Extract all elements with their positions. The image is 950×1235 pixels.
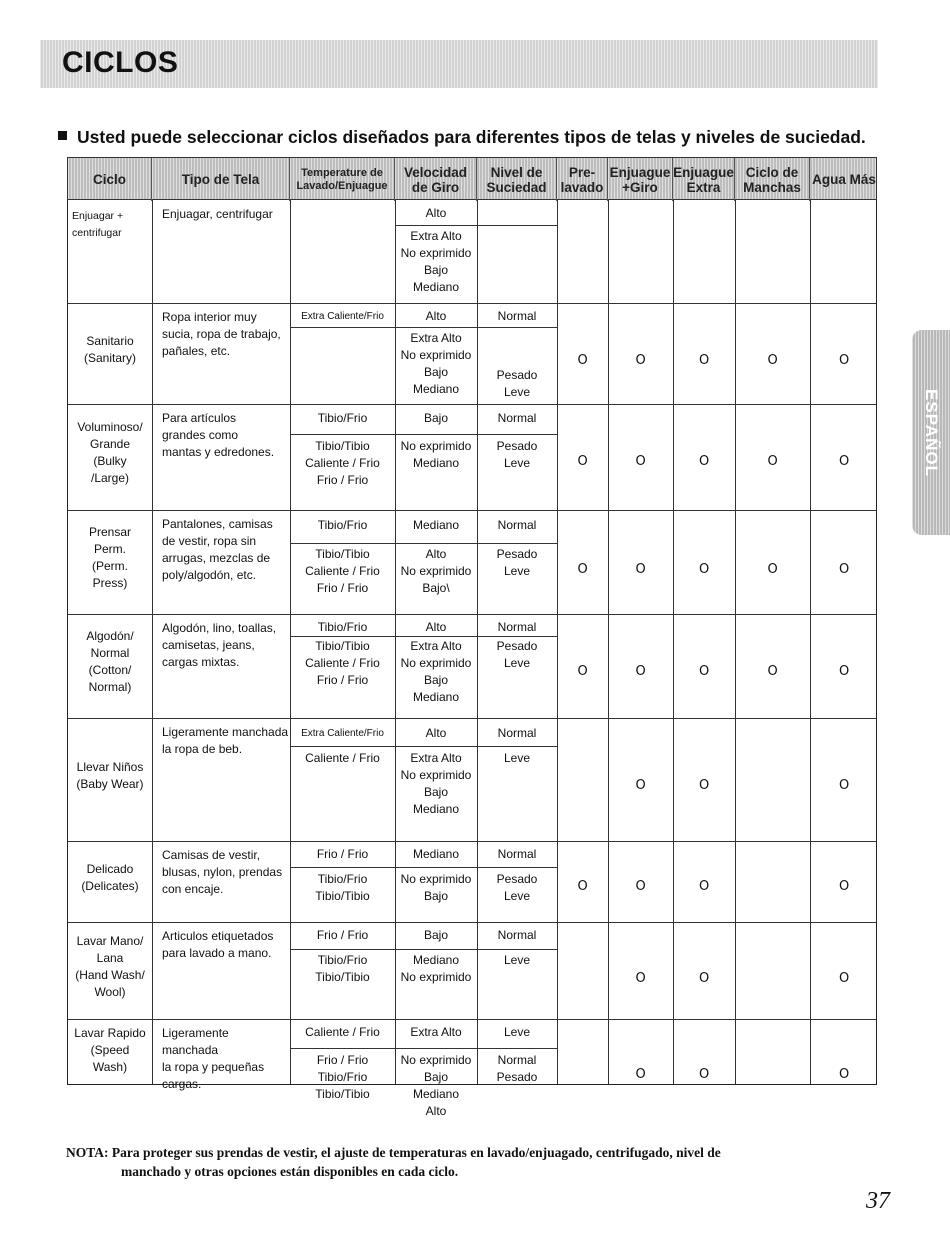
cell-line: Ligeramente manchada [162,725,289,739]
header-enjuague-giro: Enjuague +Giro [608,158,673,201]
cell-line: Pesado [496,439,538,453]
side-tab-label: ESPAÑOL [922,388,941,477]
option-available-mark: O [577,562,588,577]
cell-line: Alto [425,547,447,561]
cell-line: Bajo\ [422,581,450,595]
cell-line: Leve [503,564,531,578]
cell-line: Caliente / Frio [305,564,380,578]
cell-line: Normal [497,411,537,425]
cell-line: Tibio/Tibio [315,1087,370,1101]
cell-line: Frio / Frio [316,847,369,861]
option-available-mark: O [699,778,710,793]
cell-line: Articulos etiquetados [162,929,274,943]
cell-line: Frio / Frio [316,581,369,595]
cell-line: Ropa interior muy [162,310,257,324]
cell-line: (Cotton/ [88,663,132,677]
option-available-mark: O [839,971,850,986]
cell-line: Extra Alto [410,1025,462,1039]
table-row [68,614,878,718]
cell-line: Tibio/Tibio [315,639,370,653]
cell-line: para lavado a mano. [162,946,272,960]
cell-line: Wool) [94,985,126,999]
cell-line: Bajo [423,785,449,799]
cell-line: Leve [503,656,531,670]
cell-line: Alto [425,309,447,323]
cell-line: Bajo [423,365,449,379]
cell-line: mantas y edredones. [162,445,275,459]
cell-line: Sanitario [86,334,134,348]
cell-line: Tibio/Frio [317,620,368,634]
cell-line: Wash) [92,1060,128,1074]
option-available-mark: O [635,879,646,894]
table-row [68,841,878,922]
option-available-mark: O [699,1067,710,1082]
table-row [68,200,878,303]
cell-line: Lavar Rapido [74,1026,146,1040]
cell-line: Pantalones, camisas [162,517,273,531]
option-available-mark: O [577,454,588,469]
option-available-mark: O [767,353,778,368]
cell-line: (Bulky [93,454,127,468]
cell-line: Pesado [496,639,538,653]
option-available-mark: O [699,353,710,368]
table-row [68,1019,878,1118]
option-available-mark: O [635,664,646,679]
header-enjuague-extra: Enjuague Extra [673,158,735,201]
cell-line: Ligeramente [162,1026,229,1040]
cell-line: Extra Alto [410,639,462,653]
cell-line: No exprimido [400,1053,472,1067]
cell-line: Bajo [423,928,449,942]
cell-line: Tibio/Frio [317,411,368,425]
cell-line: Normal [497,309,537,323]
cell-line: No exprimido [400,348,472,362]
option-available-mark: O [767,664,778,679]
cell-line: /Large) [90,471,130,485]
cell-subdivider [290,327,557,328]
footnote [66,1143,721,1181]
cell-line: cargas mixtas. [162,655,240,669]
cell-line: No exprimido [400,768,472,782]
option-available-mark: O [577,353,588,368]
cell-line: Tibio/Frio [317,1070,368,1084]
cell-line: Mediano [412,280,460,294]
option-available-mark: O [635,971,646,986]
cell-line: Grande [89,437,131,451]
cell-line: Extra Alto [410,229,462,243]
cell-line: Leve [503,953,531,967]
option-available-mark: O [635,1067,646,1082]
cell-line: Alto [425,1104,447,1118]
cell-line: Caliente / Frio [305,751,380,765]
header-temperatura: Temperature de Lavado/Enjuague [290,158,395,201]
cell-line: (Hand Wash/ [75,968,145,982]
cell-line: Frio / Frio [316,1053,369,1067]
cell-line: Caliente / Frio [305,656,380,670]
cell-line: Normal) [88,680,132,694]
header-ciclo: Ciclo [68,158,152,201]
cell-line: Caliente / Frio [305,456,380,470]
option-available-mark: O [635,353,646,368]
cell-line: Perm. [93,542,126,556]
cell-line: No exprimido [400,872,472,886]
cell-line: Extra Alto [410,751,462,765]
cell-line: Mediano [412,518,460,532]
title-banner [40,40,878,88]
cell-line: Tibio/Tibio [315,439,370,453]
cell-line: Press) [92,576,128,590]
cell-line: Mediano [412,847,460,861]
cell-line: centrifugar [72,227,122,239]
cell-subdivider [290,543,557,544]
cell-line: Alto [425,620,447,634]
cell-line: de vestir, ropa sin [162,534,257,548]
header-prelavado: Pre- lavado [557,158,608,201]
cell-line: Camisas de vestir, [162,848,261,862]
cell-line: Mediano [412,953,460,967]
cell-subdivider [290,1048,557,1049]
note-text-1: Para proteger sus prendas de vestir, el ajuste de temperaturas en lavado/enjuagado, centrifugado, nivel de [111,1145,721,1160]
cell-line: Lana [96,951,124,965]
header-velocidad: Velocidad de Giro [395,158,477,201]
cell-line: Frio / Frio [316,928,369,942]
cell-line: Lavar Mano/ [76,934,144,948]
cell-line: Pesado [496,872,538,886]
cell-line: (Speed [90,1043,130,1057]
option-available-mark: O [699,454,710,469]
cell-line: Bajo [423,889,449,903]
cell-line: manchada [162,1043,219,1057]
option-available-mark: O [839,778,850,793]
cell-line: Llevar Niños [76,760,144,774]
option-available-mark: O [699,664,710,679]
cell-subdivider [395,225,557,226]
option-available-mark: O [577,879,588,894]
cell-line: pañales, etc. [162,344,231,358]
cell-line: Normal [497,847,537,861]
page-number: 37 [866,1188,890,1214]
option-available-mark: O [839,1067,850,1082]
cell-line: Para artículos [162,411,237,425]
cell-line: Mediano [412,1087,460,1101]
cell-line: Normal [497,726,537,740]
cell-line: poly/algodón, etc. [162,568,257,582]
cell-line: Tibio/Tibio [315,547,370,561]
cell-line: arrugas, mezclas de [162,551,271,565]
cell-line: Normal [497,518,537,532]
cell-line: Tibio/Frio [317,518,368,532]
cell-line: Bajo [423,673,449,687]
table-header [67,157,877,200]
intro-line [58,127,866,148]
option-available-mark: O [767,562,778,577]
cell-line: Alto [425,206,447,220]
page-title: CICLOS [62,46,179,79]
cell-line: Algodón/ [86,629,134,643]
header-tipo-de-tela: Tipo de Tela [152,158,290,201]
cell-line: Alto [425,726,447,740]
option-available-mark: O [767,454,778,469]
cell-line: Caliente / Frio [305,1025,380,1039]
cell-line: Frio / Frio [316,673,369,687]
cell-line: con encaje. [162,882,224,896]
header-nivel: Nivel de Suciedad [477,158,557,201]
cell-subdivider [290,636,557,637]
cell-line: Tibio/Frio [317,872,368,886]
cell-line: sucia, ropa de trabajo, [162,327,281,341]
cell-line: Voluminoso/ [77,420,143,434]
language-side-tab [912,330,950,535]
cell-line: (Sanitary) [83,351,136,365]
option-available-mark: O [839,879,850,894]
cell-line: Leve [503,1025,531,1039]
cell-line: Leve [503,456,531,470]
cell-line: Pesado [496,547,538,561]
cell-line: (Perm. [92,559,128,573]
table-row [68,922,878,1019]
option-available-mark: O [699,879,710,894]
cell-line: (Delicates) [81,879,139,893]
option-available-mark: O [635,454,646,469]
cell-line: Tibio/Tibio [315,970,370,984]
cell-line: Frio / Frio [316,473,369,487]
header-agua-mas: Agua Más [812,172,876,187]
cell-line: Mediano [412,382,460,396]
table-row [68,510,878,614]
cell-line: Bajo [423,411,449,425]
cell-line: la ropa y pequeñas [162,1060,265,1074]
intro-text: Usted puede seleccionar ciclos diseñados para diferentes tipos de telas y niveles de suciedad. [77,127,866,147]
cell-line: Mediano [412,456,460,470]
cell-line: Leve [503,751,531,765]
cell-line: Enjuagar + [72,210,124,222]
cell-line: Algodón, lino, toallas, [162,621,277,635]
cell-line: Pesado [496,368,538,382]
cell-subdivider [290,434,557,435]
cell-line: No exprimido [400,970,472,984]
cell-line: (Baby Wear) [76,777,144,791]
header-ciclo-manchas: Ciclo de Manchas [735,158,810,201]
cell-line: Enjuagar, centrifugar [162,207,273,221]
cell-line: No exprimido [400,656,472,670]
table-row [68,303,878,404]
cell-line: Pesado [496,1070,538,1084]
cell-line: No exprimido [400,246,472,260]
cell-line: Leve [503,889,531,903]
option-available-mark: O [699,971,710,986]
cell-line: Extra Caliente/Frio [301,728,384,739]
cell-line: Bajo [423,263,449,277]
cell-line: blusas, nylon, prendas [162,865,283,879]
option-available-mark: O [839,454,850,469]
cell-line: Tibio/Frio [317,953,368,967]
option-available-mark: O [839,353,850,368]
cell-line: Delicado [86,862,134,876]
option-available-mark: O [839,562,850,577]
option-available-mark: O [635,562,646,577]
cell-line: Bajo [423,1070,449,1084]
cell-line: grandes como [162,428,239,442]
cell-line: Mediano [412,802,460,816]
option-available-mark: O [839,664,850,679]
cell-line: Normal [497,1053,537,1067]
table-body [67,200,877,1118]
cell-line: Tibio/Tibio [315,889,370,903]
table-row [68,404,878,510]
cell-line: Leve [503,385,531,399]
cell-subdivider [290,867,557,868]
cell-line: Extra Caliente/Frio [301,311,384,322]
cell-line: camisetas, jeans, [162,638,255,652]
option-available-mark: O [577,664,588,679]
bullet-icon [58,131,67,140]
cell-line: cargas. [162,1077,202,1091]
option-available-mark: O [635,778,646,793]
cell-line: Normal [497,928,537,942]
cell-line: No exprimido [400,439,472,453]
note-label: NOTA: [66,1145,109,1160]
option-available-mark: O [699,562,710,577]
cell-subdivider [290,949,557,950]
cell-line: Extra Alto [410,331,462,345]
cell-line: Prensar [88,525,132,539]
cell-line: Mediano [412,690,460,704]
cell-line: Normal [90,646,130,660]
cell-line: la ropa de beb. [162,742,243,756]
cell-line: Normal [497,620,537,634]
note-text-2: manchado y otras opciones están disponibles en cada ciclo. [121,1164,459,1179]
cell-line: No exprimido [400,564,472,578]
table-row [68,718,878,841]
cell-subdivider [290,746,557,747]
